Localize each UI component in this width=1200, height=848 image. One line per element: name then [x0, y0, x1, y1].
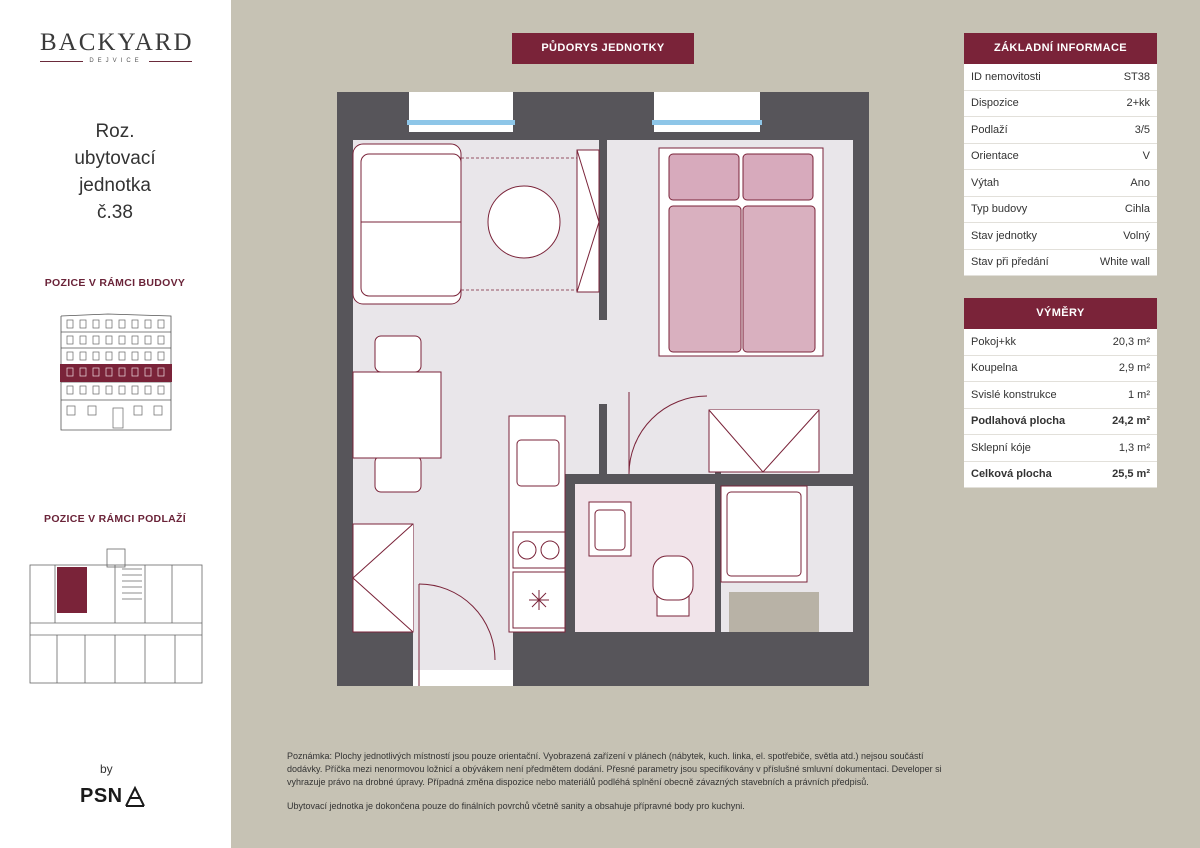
- area-value: 20,3 m²: [1112, 335, 1150, 348]
- extractor-icon: [529, 590, 549, 610]
- area-label: Podlahová plocha: [971, 415, 1066, 428]
- info-value: V: [1142, 150, 1150, 163]
- info-row: [964, 250, 1157, 277]
- info-row: [964, 91, 1157, 118]
- sidebar: [0, 0, 231, 848]
- unit-title-line: ubytovací: [74, 148, 156, 169]
- building-position-heading: POZICE V RÁMCI BUDOVY: [44, 277, 186, 289]
- window-right: [654, 92, 760, 132]
- info-label: Stav při předání: [971, 256, 1049, 269]
- area-label: Pokoj+kk: [971, 335, 1016, 348]
- area-value: 1 m²: [1128, 388, 1150, 401]
- area-value: 2,9 m²: [1118, 362, 1150, 375]
- storage-cabinet: [709, 410, 819, 472]
- double-bed: [659, 148, 823, 356]
- area-label: Svislé konstrukce: [971, 388, 1057, 401]
- area-row: [964, 329, 1157, 356]
- basic-info-table: [964, 64, 1157, 276]
- floor-position-diagram: [27, 545, 205, 687]
- basic-info-heading: ZÁKLADNÍ INFORMACE: [964, 33, 1157, 64]
- info-row: [964, 197, 1157, 224]
- logo-subtitle: DEJVICE: [89, 58, 143, 64]
- area-label: Sklepní kóje: [971, 441, 1031, 454]
- shower: [721, 486, 807, 582]
- unit-title-line: č.38: [97, 202, 133, 223]
- area-label: Celková plocha: [971, 468, 1052, 481]
- area-row: [964, 435, 1157, 462]
- info-row: [964, 144, 1157, 171]
- coffee-table: [488, 186, 560, 258]
- building-facade-diagram: [58, 312, 174, 434]
- info-label: Podlaží: [971, 123, 1008, 136]
- unit-title: [20, 118, 210, 226]
- area-value: 25,5 m²: [1112, 468, 1150, 481]
- floor-position-heading: POZICE V RÁMCI PODLAŽÍ: [44, 513, 186, 525]
- info-label: ID nemovitosti: [971, 70, 1041, 83]
- info-label: Dispozice: [971, 97, 1019, 110]
- area-row-total: [964, 462, 1157, 489]
- info-value: Volný: [1123, 229, 1150, 242]
- info-value: Cihla: [1124, 203, 1150, 216]
- notes: [287, 750, 947, 824]
- note-disclaimer: Poznámka: Plochy jednotlivých místností jsou pouze orientační. Vyobrazená zařízení v plánech (nábytek, kuch. linka, el. spotřebiče, světla atd.) nejsou součástí dodávky. Příčka mezi nenormovou ložnicí a obývákem není předmětem dodání. Přesné parametry jsou specifikovány v příslušné smluvní dokumentaci. Developer si vyhrazuje právo na drobné úpravy. Případná změna dispozice nebo materiálů podléhá splnění obecně závazných stavebních a právních předpisů.: [287, 751, 942, 787]
- toilet: [653, 556, 693, 616]
- info-row: [964, 117, 1157, 144]
- area-value: 24,2 m²: [1112, 415, 1150, 428]
- area-row: [964, 382, 1157, 409]
- info-value: Ano: [1130, 176, 1150, 189]
- info-label: Výtah: [971, 176, 1000, 189]
- info-value: 3/5: [1134, 123, 1150, 136]
- cellar-storage: [729, 592, 819, 632]
- info-value: White wall: [1099, 256, 1150, 269]
- logo-wordmark: BACKYARD: [40, 29, 194, 56]
- info-value: 2+kk: [1126, 97, 1150, 110]
- psn-logo: [80, 784, 146, 808]
- info-value: ST38: [1123, 70, 1150, 83]
- unit-title-line: jednotka: [79, 175, 151, 196]
- note-finish: Ubytovací jednotka je dokončena pouze do finálních povrchů včetně sanity a obsahuje přípravné body pro kuchyni.: [287, 801, 745, 811]
- info-label: Orientace: [971, 150, 1019, 163]
- byline: by: [100, 762, 113, 776]
- area-value: 1,3 m²: [1118, 441, 1150, 454]
- unit-floor-plan: [337, 92, 869, 686]
- info-row: [964, 64, 1157, 91]
- psn-logo-mark: [124, 784, 146, 808]
- partition-wardrobe: [577, 150, 599, 292]
- info-label: Typ budovy: [971, 203, 1028, 216]
- psn-wordmark: PSN: [80, 784, 123, 807]
- window-left: [409, 92, 513, 132]
- info-row: [964, 170, 1157, 197]
- area-row-total-floor: [964, 409, 1157, 436]
- areas-table: [964, 329, 1157, 488]
- plan-label: PŮDORYS JEDNOTKY: [512, 33, 694, 64]
- wash-basin: [589, 502, 631, 556]
- backyard-logo: [40, 30, 192, 64]
- sofa: [353, 144, 461, 304]
- unit-title-line: Roz.: [95, 121, 135, 142]
- info-row: [964, 223, 1157, 250]
- area-label: Koupelna: [971, 362, 1018, 375]
- areas-heading: VÝMĚRY: [964, 298, 1157, 329]
- wardrobe-left: [353, 524, 413, 632]
- area-row: [964, 356, 1157, 383]
- info-label: Stav jednotky: [971, 229, 1038, 242]
